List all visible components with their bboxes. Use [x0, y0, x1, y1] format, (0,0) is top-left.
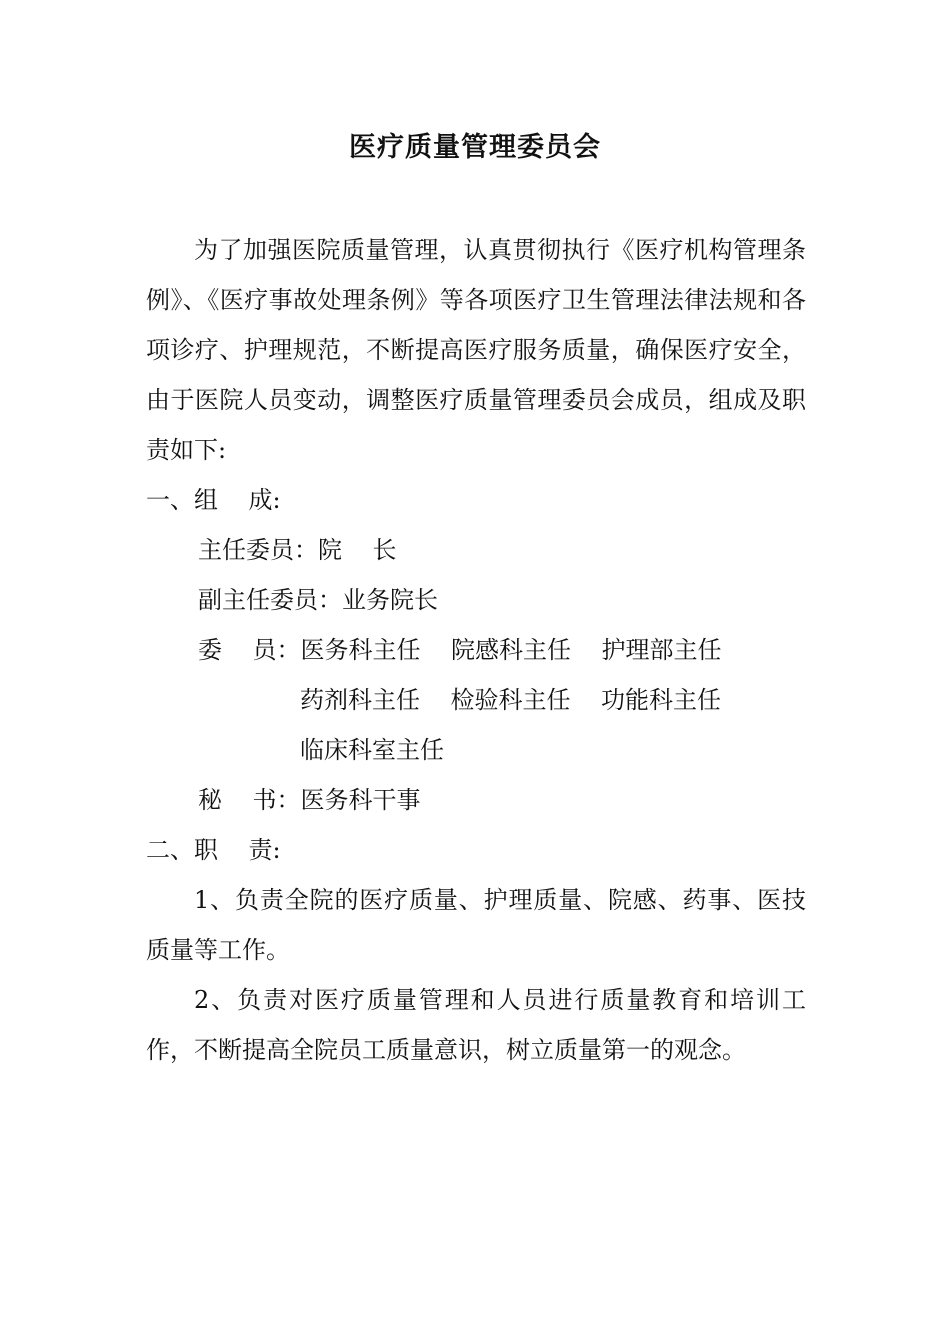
duties-heading: 二、职 责:	[146, 836, 281, 864]
secretary-line: 秘 书：医务科干事	[198, 786, 421, 814]
members-line-2: 药剂科主任 检验科主任 功能科主任	[300, 686, 722, 714]
vice-chair-line: 副主任委员：业务院长	[198, 586, 438, 614]
document-body	[146, 225, 806, 1075]
duty-item-2: 2、负责对医疗质量管理和人员进行质量教育和培训工作，不断提高全院员工质量意识，树立质量第一的观念。	[146, 986, 806, 1064]
members-line-3: 临床科室主任	[300, 736, 444, 764]
document-title: 医疗质量管理委员会	[349, 132, 601, 163]
chair-line: 主任委员：院 长	[198, 536, 397, 564]
intro-paragraph: 为了加强医院质量管理，认真贯彻执行《医疗机构管理条例》、《医疗事故处理条例》等各项医疗卫生管理法律法规和各项诊疗、护理规范，不断提高医疗服务质量，确保医疗安全，由于医院人员变动，调整医疗质量管理委员会成员，组成及职责如下:	[146, 236, 806, 464]
composition-heading: 一、组 成:	[146, 486, 281, 514]
duty-item-1: 1、负责全院的医疗质量、护理质量、院感、药事、医技质量等工作。	[146, 886, 806, 964]
members-line-1: 委 员：医务科主任 院感科主任 护理部主任	[198, 636, 722, 664]
